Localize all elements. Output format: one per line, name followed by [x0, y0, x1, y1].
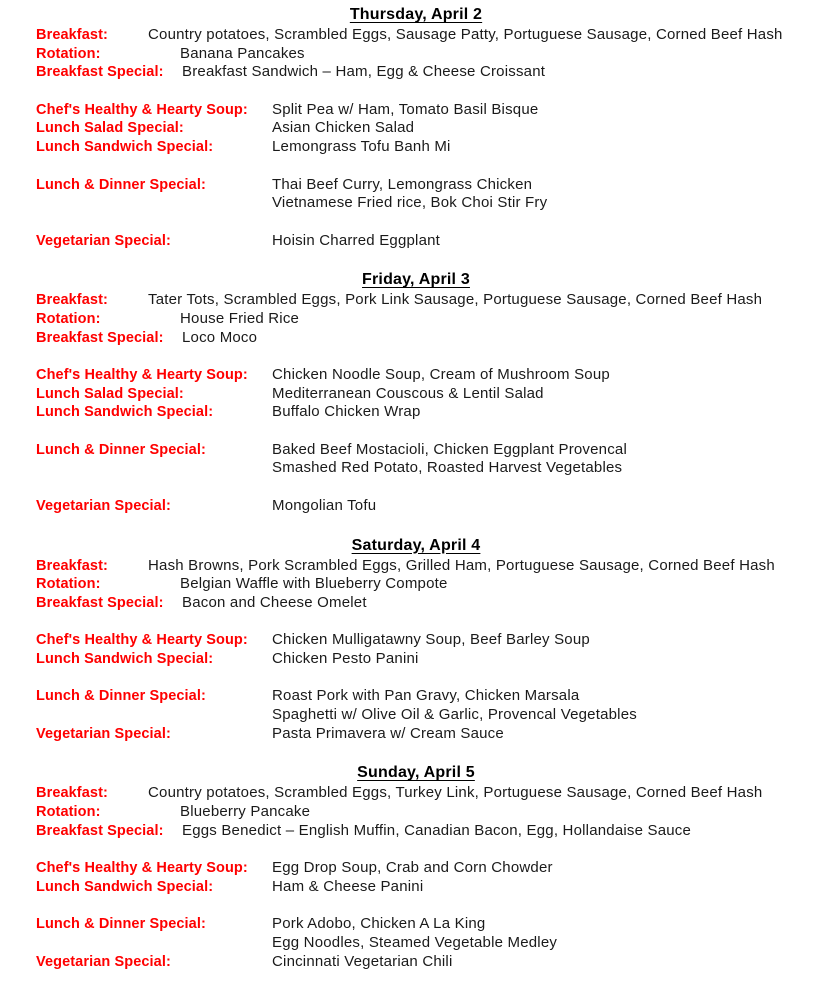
lunch-dinner-value-line1: Thai Beef Curry, Lemongrass Chicken: [272, 175, 533, 193]
day-title: Thursday, April 2: [349, 6, 483, 23]
breakfast-label: Breakfast:: [36, 785, 108, 802]
rotation-label: Rotation:: [36, 804, 101, 821]
rotation-value: Blueberry Pancake: [180, 803, 311, 821]
lunch-sandwich-label: Lunch Sandwich Special:: [36, 139, 214, 156]
rotation-row: [0, 45, 832, 64]
spacer: [0, 613, 832, 632]
breakfast-special-value: Loco Moco: [182, 328, 258, 346]
breakfast-special-row: [0, 822, 832, 841]
breakfast-special-value: Bacon and Cheese Omelet: [182, 593, 367, 611]
lunch-sandwich-value: Ham & Cheese Panini: [272, 877, 424, 895]
vegetarian-label: Vegetarian Special:: [36, 953, 171, 970]
lunch-salad-label: Lunch Salad Special:: [36, 120, 184, 137]
lunch-dinner-label: Lunch & Dinner Special:: [36, 688, 206, 705]
breakfast-label: Breakfast:: [36, 557, 108, 574]
day-title: Sunday, April 5: [357, 764, 475, 782]
lunch-dinner-continuation-row: [0, 459, 832, 478]
lunch-dinner-value-line1: Baked Beef Mostacioli, Chicken Eggplant Provencal: [272, 440, 627, 458]
rotation-label: Rotation:: [36, 45, 101, 62]
lunch-dinner-value-line2: Egg Noodles, Steamed Vegetable Medley: [272, 933, 558, 951]
breakfast-special-value: Breakfast Sandwich – Ham, Egg & Cheese Croissant: [182, 63, 546, 81]
breakfast-special-row: [0, 329, 832, 348]
breakfast-special-label: Breakfast Special:: [36, 594, 164, 611]
lunch-sandwich-row: [0, 403, 832, 422]
vegetarian-value: Cincinnati Vegetarian Chili: [272, 952, 453, 970]
lunch-dinner-value-line1: Pork Adobo, Chicken A La King: [272, 915, 486, 933]
vegetarian-row: [0, 953, 832, 972]
day-section-sunday: [0, 762, 832, 971]
soup-row: [0, 631, 832, 650]
rotation-row: [0, 575, 832, 594]
soup-row: [0, 366, 832, 385]
breakfast-value: Country potatoes, Scrambled Eggs, Sausage Patty, Portuguese Sausage, Corned Beef Hash: [148, 26, 783, 43]
soup-label: Chef's Healthy & Hearty Soup:: [36, 632, 248, 649]
spacer: [0, 213, 832, 232]
spacer: [0, 82, 832, 101]
lunch-sandwich-value: Buffalo Chicken Wrap: [272, 403, 421, 421]
lunch-salad-value: Asian Chicken Salad: [272, 119, 415, 137]
vegetarian-value: Mongolian Tofu: [272, 496, 377, 514]
lunch-dinner-row: [0, 915, 832, 934]
lunch-sandwich-row: [0, 878, 832, 897]
vegetarian-value: Hoisin Charred Eggplant: [272, 231, 441, 249]
breakfast-special-row: [0, 594, 832, 613]
breakfast-value: Hash Browns, Pork Scrambled Eggs, Grilled Ham, Portuguese Sausage, Corned Beef Hash: [148, 556, 775, 574]
lunch-sandwich-value: Chicken Pesto Panini: [272, 649, 419, 667]
rotation-label: Rotation:: [36, 576, 101, 593]
breakfast-row: [0, 557, 832, 576]
lunch-sandwich-label: Lunch Sandwich Special:: [36, 404, 214, 421]
rotation-row: [0, 803, 832, 822]
spacer: [0, 157, 832, 176]
spacer: [0, 347, 832, 366]
vegetarian-label: Vegetarian Special:: [36, 725, 171, 742]
vegetarian-value: Pasta Primavera w/ Cream Sauce: [272, 724, 504, 742]
breakfast-row: [0, 784, 832, 803]
lunch-dinner-value-line2: Spaghetti w/ Olive Oil & Garlic, Provencal Vegetables: [272, 706, 637, 723]
breakfast-special-label: Breakfast Special:: [36, 64, 164, 81]
lunch-salad-row: [0, 119, 832, 138]
lunch-dinner-continuation-row: [0, 194, 832, 213]
spacer: [0, 897, 832, 916]
day-section-thursday: [0, 4, 832, 250]
vegetarian-label: Vegetarian Special:: [36, 232, 171, 249]
lunch-dinner-continuation-row: [0, 706, 832, 725]
day-section-friday: [0, 269, 832, 515]
lunch-salad-label: Lunch Salad Special:: [36, 385, 184, 402]
breakfast-special-value: Eggs Benedict – English Muffin, Canadian Bacon, Egg, Hollandaise Sauce: [182, 821, 692, 839]
lunch-dinner-row: [0, 687, 832, 706]
lunch-dinner-label: Lunch & Dinner Special:: [36, 176, 206, 193]
day-section-saturday: [0, 535, 832, 744]
day-title: Saturday, April 4: [351, 536, 481, 554]
spacer: [0, 669, 832, 688]
vegetarian-row: [0, 497, 832, 516]
lunch-sandwich-label: Lunch Sandwich Special:: [36, 878, 214, 895]
lunch-dinner-label: Lunch & Dinner Special:: [36, 441, 206, 458]
breakfast-value: Tater Tots, Scrambled Eggs, Pork Link Sausage, Portuguese Sausage, Corned Beef Hash: [148, 291, 763, 309]
soup-label: Chef's Healthy & Hearty Soup:: [36, 101, 248, 118]
breakfast-label: Breakfast:: [36, 27, 108, 43]
breakfast-value: Country potatoes, Scrambled Eggs, Turkey Link, Portuguese Sausage, Corned Beef Hash: [148, 784, 763, 802]
soup-value: Chicken Mulligatawny Soup, Beef Barley Soup: [272, 631, 590, 649]
soup-value: Chicken Noodle Soup, Cream of Mushroom Soup: [272, 366, 610, 383]
lunch-dinner-value-line2: Smashed Red Potato, Roasted Harvest Vegetables: [272, 459, 623, 477]
soup-value: Split Pea w/ Ham, Tomato Basil Bisque: [272, 100, 539, 118]
lunch-sandwich-label: Lunch Sandwich Special:: [36, 650, 214, 667]
day-title: Friday, April 3: [362, 271, 470, 289]
spacer: [0, 840, 832, 859]
lunch-dinner-label: Lunch & Dinner Special:: [36, 916, 206, 933]
lunch-dinner-row: [0, 176, 832, 195]
rotation-row: [0, 310, 832, 329]
lunch-dinner-value-line2: Vietnamese Fried rice, Bok Choi Stir Fry: [272, 194, 548, 212]
vegetarian-row: [0, 725, 832, 744]
breakfast-row: [0, 26, 832, 45]
breakfast-row: [0, 291, 832, 310]
breakfast-special-label: Breakfast Special:: [36, 329, 164, 346]
rotation-value: Banana Pancakes: [180, 44, 305, 62]
vegetarian-label: Vegetarian Special:: [36, 497, 171, 514]
vegetarian-row: [0, 232, 832, 251]
lunch-sandwich-value: Lemongrass Tofu Banh Mi: [272, 138, 451, 156]
lunch-dinner-value-line1: Roast Pork with Pan Gravy, Chicken Marsala: [272, 687, 580, 705]
soup-row: [0, 859, 832, 878]
rotation-label: Rotation:: [36, 310, 101, 327]
breakfast-label: Breakfast:: [36, 292, 108, 309]
soup-label: Chef's Healthy & Hearty Soup:: [36, 367, 248, 383]
rotation-value: Belgian Waffle with Blueberry Compote: [180, 575, 448, 593]
lunch-dinner-row: [0, 441, 832, 460]
lunch-sandwich-row: [0, 138, 832, 157]
breakfast-special-row: [0, 63, 832, 82]
rotation-value: House Fried Rice: [180, 309, 300, 327]
lunch-salad-value: Mediterranean Couscous & Lentil Salad: [272, 384, 544, 402]
lunch-dinner-continuation-row: [0, 934, 832, 953]
breakfast-special-label: Breakfast Special:: [36, 822, 164, 839]
soup-value: Egg Drop Soup, Crab and Corn Chowder: [272, 859, 553, 877]
lunch-sandwich-row: [0, 650, 832, 669]
lunch-salad-row: [0, 385, 832, 404]
spacer: [0, 422, 832, 441]
spacer: [0, 478, 832, 497]
soup-label: Chef's Healthy & Hearty Soup:: [36, 860, 248, 877]
soup-row: [0, 101, 832, 120]
